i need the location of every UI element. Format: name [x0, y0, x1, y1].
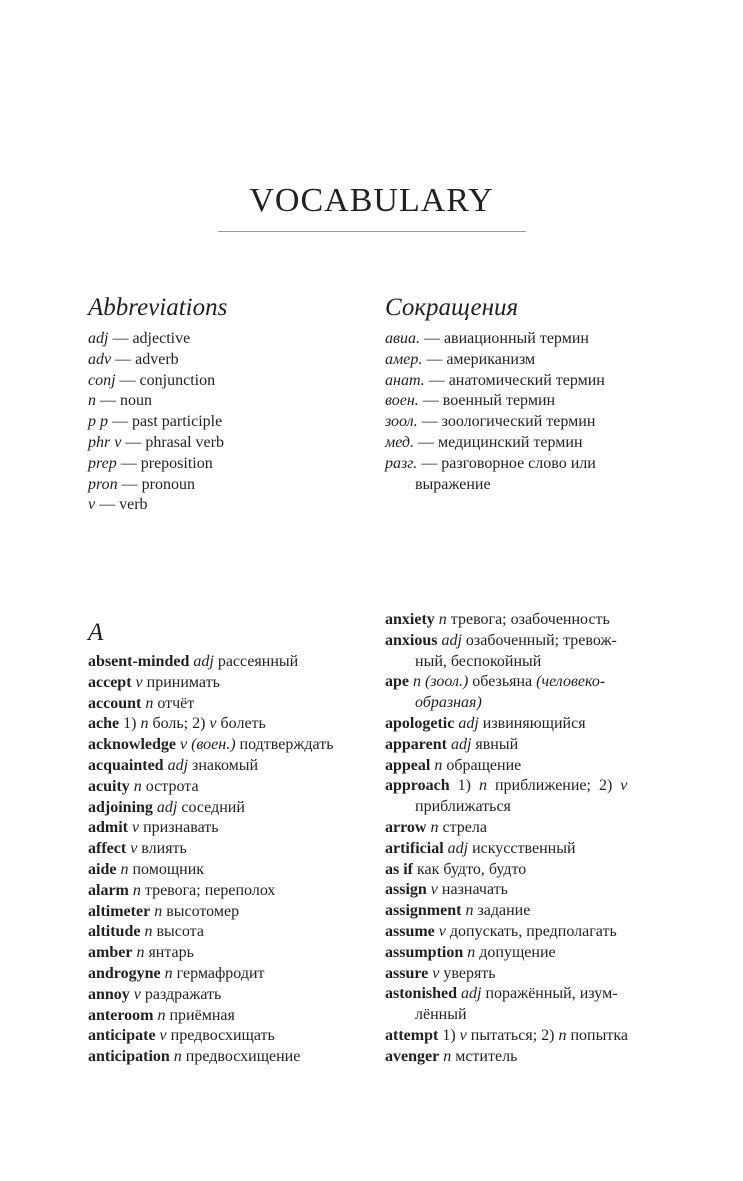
abbreviation-meaning: — военный термин	[418, 392, 556, 410]
translation: помощник	[128, 860, 205, 878]
grammar-label: n	[116, 860, 129, 878]
headword: arrow	[385, 818, 427, 836]
translation: рассеянный	[213, 653, 299, 670]
translation: знакомый	[188, 756, 259, 774]
vocabulary-entry	[385, 610, 685, 631]
headword: accept	[88, 673, 132, 691]
vocabulary-entry	[385, 839, 685, 860]
grammar-label: n	[461, 902, 474, 920]
headword: apparent	[385, 735, 447, 753]
headword: anxiety	[385, 611, 435, 628]
grammar-label: n	[140, 923, 153, 941]
translation: стрела	[438, 818, 487, 836]
translation: предвосхищение	[181, 1048, 301, 1066]
vocabulary-entry	[88, 798, 378, 819]
vocabulary-entry	[88, 1006, 378, 1027]
vocabulary-entry	[88, 1047, 378, 1068]
abbreviation: p p	[88, 413, 108, 431]
abbreviation-meaning: — phrasal verb	[121, 433, 224, 451]
grammar-label: n	[463, 943, 476, 961]
abbreviation-meaning: — медицинский термин	[414, 433, 583, 451]
grammar-label: n	[141, 694, 154, 712]
abbreviation-item	[385, 454, 675, 496]
translation: 1)	[449, 777, 479, 795]
headword: affect	[88, 840, 127, 858]
abbreviation-item	[385, 329, 675, 350]
translation: извиняющийся	[478, 714, 586, 732]
grammar-label: adj	[152, 798, 178, 816]
vocabulary-entry	[88, 964, 378, 985]
abbreviations-english	[88, 293, 378, 516]
abbreviation-item	[88, 391, 378, 412]
abbreviation: n	[88, 392, 96, 410]
grammar-label: n	[129, 777, 142, 795]
abbreviation-meaning: — анатомический термин	[424, 371, 605, 389]
grammar-label: n (зоол.)	[409, 673, 469, 691]
grammar-label: v (воен.)	[176, 736, 236, 754]
translation: влиять	[137, 840, 187, 858]
abbreviation: phr v	[88, 433, 122, 451]
vocabulary-entry	[385, 776, 685, 818]
translation: попытка	[566, 1026, 628, 1044]
abbreviation-meaning: — авиационный термин	[419, 330, 589, 347]
grammar-label: adj	[457, 985, 482, 1003]
vocabulary-entry	[88, 735, 378, 756]
translation: приближаться	[415, 798, 511, 816]
abbreviation: амер.	[385, 350, 423, 368]
abbreviation-meaning: — conjunction	[115, 371, 216, 389]
vocabulary-entry	[385, 860, 685, 881]
vocabulary-entry	[385, 1047, 685, 1068]
translation: соседний	[177, 798, 245, 816]
grammar-label: n	[128, 881, 141, 899]
abbreviation-meaning: — pronoun	[117, 475, 195, 493]
translation: 1)	[438, 1026, 460, 1044]
translation: признавать	[139, 819, 219, 837]
page-title: VOCABULARY	[249, 182, 494, 219]
headword: avenger	[385, 1047, 440, 1065]
abbreviation-meaning: — зоологический термин	[417, 413, 596, 431]
grammar-label: v	[459, 1026, 467, 1044]
translation: пытаться; 2)	[466, 1026, 559, 1044]
headword: assume	[385, 922, 435, 940]
grammar-label: v	[155, 1027, 167, 1045]
vocabulary-entry	[88, 860, 378, 881]
abbreviation-meaning: — adverb	[111, 350, 179, 368]
abbreviation-item	[385, 433, 675, 454]
headword: as if	[385, 860, 413, 878]
abbreviation: разг.	[385, 454, 418, 472]
translation: отчёт	[153, 694, 195, 712]
abbreviation-item	[385, 350, 675, 371]
translation: допущение	[475, 943, 556, 961]
vocabulary-entry	[385, 735, 685, 756]
grammar-label: v	[620, 777, 628, 795]
translation: острота	[141, 777, 199, 795]
abbreviation-item	[88, 412, 378, 433]
vocabulary-entry	[88, 777, 378, 798]
grammar-label: adj	[437, 631, 462, 649]
vocabulary-entry	[88, 839, 378, 860]
vocabulary-entry	[385, 756, 685, 777]
abbreviations-list	[88, 329, 378, 516]
vocabulary-entry	[88, 673, 378, 694]
translation: мститель	[451, 1047, 518, 1065]
grammar-label: v	[434, 922, 446, 940]
abbreviation-item	[88, 371, 378, 392]
abbreviation: воен.	[385, 392, 419, 410]
headword: adjoining	[88, 798, 153, 816]
vocabulary-entry	[88, 1026, 378, 1047]
headword: apologetic	[385, 714, 455, 732]
headword: artificial	[385, 839, 444, 857]
vocabulary-entry	[385, 901, 685, 922]
headword: astonished	[385, 985, 458, 1003]
grammar-label: n	[478, 777, 487, 795]
grammar-label: v	[131, 673, 143, 691]
grammar-label: adj	[189, 653, 214, 670]
abbreviation-item	[88, 475, 378, 496]
headword: acuity	[88, 777, 130, 795]
grammar-label: v	[129, 985, 141, 1003]
translation: назначать	[437, 881, 508, 899]
grammar-label: v	[128, 819, 140, 837]
abbreviation-meaning: — американизм	[422, 350, 536, 368]
translation: искусственный	[468, 839, 576, 857]
grammar-label: n	[558, 1026, 567, 1044]
translation: поражённый, изум- лённый	[415, 985, 618, 1024]
vocabulary-entry	[88, 985, 378, 1006]
headword: anteroom	[88, 1006, 154, 1024]
vocabulary-entry	[88, 694, 378, 715]
abbreviation: pron	[88, 475, 118, 493]
vocabulary-entry	[385, 922, 685, 943]
translation: тревога; переполох	[140, 881, 276, 899]
headword: alarm	[88, 881, 129, 899]
abbreviation-meaning: — разговорное слово или выражение	[415, 454, 596, 493]
vocabulary-entry	[385, 1026, 685, 1047]
grammar-label: n	[150, 902, 163, 920]
translation: высотомер	[162, 902, 240, 920]
vocabulary-entry	[88, 652, 378, 673]
abbreviation-item	[385, 371, 675, 392]
translation: высота	[152, 923, 204, 941]
translation: гермафродит	[172, 964, 265, 982]
vocabulary-entry	[385, 714, 685, 735]
translation: приближение; 2)	[486, 777, 621, 795]
headword: ache	[88, 715, 120, 733]
abbreviations-russian	[385, 293, 675, 495]
translation: болеть	[216, 715, 266, 733]
headword: androgyne	[88, 964, 161, 982]
grammar-label: n	[153, 1006, 166, 1024]
abbreviation-item	[88, 329, 378, 350]
grammar-label: adj	[454, 714, 479, 732]
section-letter: A	[88, 619, 104, 646]
vocabulary-entry	[88, 943, 378, 964]
vocabulary-entry	[385, 631, 685, 673]
headword: admit	[88, 819, 128, 837]
grammar-label: n	[160, 964, 173, 982]
entries-list	[385, 610, 685, 1068]
title-divider	[218, 231, 526, 232]
translation: явный	[471, 735, 519, 753]
headword: assumption	[385, 943, 464, 961]
abbreviation-item	[385, 412, 675, 433]
translation: янтарь	[144, 944, 194, 962]
headword: approach	[385, 777, 450, 795]
headword: amber	[88, 944, 133, 962]
abbreviation-item	[88, 350, 378, 371]
translation: приёмная	[165, 1006, 235, 1024]
translation: подтверждать	[235, 736, 334, 754]
headword: ape	[385, 673, 409, 691]
abbreviation-item	[88, 495, 378, 516]
vocabulary-entry	[385, 943, 685, 964]
abbreviation-meaning: — verb	[95, 496, 148, 514]
translation: тревога; озабоченность	[446, 611, 610, 628]
headword: account	[88, 694, 142, 712]
translation: озабоченный; тревож- ный, беспокойный	[415, 631, 617, 670]
translation: принимать	[142, 673, 220, 691]
headword: appeal	[385, 756, 431, 774]
abbreviation: зоол.	[385, 413, 418, 431]
headword: assign	[385, 881, 427, 899]
headword: acquainted	[88, 756, 164, 774]
translation: обращение	[442, 756, 522, 774]
abbreviation-meaning: — noun	[96, 392, 152, 410]
grammar-label: adj	[446, 735, 472, 753]
abbreviations-heading: Abbreviations	[88, 294, 228, 321]
abbreviation: анат.	[385, 371, 425, 389]
vocabulary-entry	[385, 818, 685, 839]
translation: как будто, будто	[413, 860, 527, 878]
vocabulary-entry	[88, 922, 378, 943]
headword: annoy	[88, 985, 130, 1003]
translation: допускать, предполагать	[445, 922, 617, 940]
abbreviation-meaning: — adjective	[108, 330, 191, 347]
headword: absent-minded	[88, 653, 190, 670]
abbreviation-item	[88, 454, 378, 475]
abbreviation-item	[88, 433, 378, 454]
vocabulary-entry	[385, 672, 685, 714]
entries-list	[88, 652, 378, 1068]
grammar-label: v	[426, 881, 438, 899]
abbreviation-item	[385, 391, 675, 412]
vocabulary-entry	[88, 714, 378, 735]
abbreviation-meaning: — past participle	[108, 413, 223, 431]
grammar-label: v	[126, 840, 138, 858]
grammar-label: adj	[443, 839, 469, 857]
translation: раздражать	[140, 985, 222, 1003]
headword: attempt	[385, 1026, 439, 1044]
grammar-label: n	[132, 944, 145, 962]
grammar-label: (человеко- образная)	[415, 673, 606, 712]
vocabulary-entry	[88, 902, 378, 923]
abbreviation: v	[88, 496, 96, 514]
abbreviation: adj	[88, 330, 109, 347]
headword: aide	[88, 860, 117, 878]
vocabulary-entry	[385, 964, 685, 985]
abbreviation: авиа.	[385, 330, 420, 347]
vocabulary-entry	[88, 756, 378, 777]
abbreviation: adv	[88, 350, 112, 368]
headword: anticipation	[88, 1048, 170, 1066]
grammar-label: v	[428, 964, 440, 982]
headword: acknowledge	[88, 736, 176, 754]
translation: предвосхищать	[166, 1027, 275, 1045]
headword: anxious	[385, 631, 438, 649]
grammar-label: n	[439, 1047, 452, 1065]
abbreviation-meaning: — preposition	[116, 454, 213, 472]
vocabulary-entry	[385, 880, 685, 901]
grammar-label: n	[434, 611, 447, 628]
abbreviation: prep	[88, 454, 117, 472]
abbreviations-list-ru	[385, 329, 675, 495]
headword: altimeter	[88, 902, 151, 920]
vocabulary-entry	[88, 818, 378, 839]
vocabulary-entry	[88, 881, 378, 902]
abbreviation: мед.	[385, 433, 415, 451]
grammar-label: n	[169, 1048, 182, 1066]
translation: боль; 2)	[148, 715, 210, 733]
grammar-label: adj	[163, 756, 189, 774]
grammar-label: n	[426, 818, 439, 836]
abbreviation: conj	[88, 371, 116, 389]
headword: anticipate	[88, 1027, 156, 1045]
grammar-label: v	[209, 715, 217, 733]
translation: уверять	[439, 964, 496, 982]
translation: обезьяна	[468, 673, 537, 691]
grammar-label: n	[140, 715, 149, 733]
headword: altitude	[88, 923, 141, 941]
vocabulary-column-left	[88, 618, 378, 1068]
vocabulary-column-right	[385, 610, 685, 1068]
translation: задание	[473, 902, 531, 920]
translation: 1)	[119, 715, 141, 733]
grammar-label: n	[430, 756, 443, 774]
headword: assignment	[385, 902, 462, 920]
headword: assure	[385, 964, 429, 982]
abbreviations-heading-ru: Сокращения	[385, 294, 519, 321]
vocabulary-entry	[385, 984, 685, 1026]
